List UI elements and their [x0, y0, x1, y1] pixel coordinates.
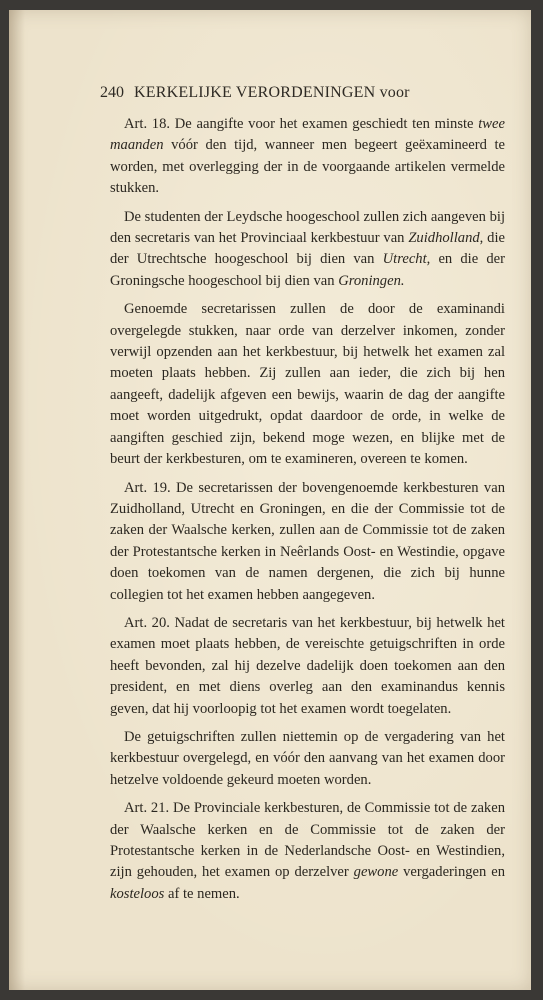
text-run: Genoemde secretarissen zullen de door de examinandi overgelegde stukken, naar orde van derzelver inkomen, zonder verwijl opzenden aan het kerkbestuur, bij hetwelk het examen zal moeten plaats hebben. Zij zullen aan ieder, die zich bij hen aangeeft, dadelijk afgeven een bewijs, waarin de dag der aangifte moet worden uitgedrukt, opdat daardoor de orde, in welke de aangiften geschied zijn, bekend moge wezen, en blijke met de beurt der kerkbesturen, om te examineren, overeen te komen. [110, 301, 505, 468]
paragraph [110, 207, 505, 293]
paragraph [110, 299, 505, 470]
text-run: vergaderingen en [398, 864, 505, 881]
article-text [110, 114, 505, 912]
text-run: Art. 18. De aangifte voor het examen geschiedt ten minste [124, 116, 479, 132]
paragraph [110, 114, 505, 200]
italic-run: Utrecht [382, 251, 427, 268]
paragraph [110, 727, 505, 791]
running-title: KERKELIJKE VERORDENINGEN voor [134, 84, 410, 101]
paragraph [110, 798, 505, 905]
page-number: 240 [100, 84, 124, 101]
page-gutter-shadow [9, 10, 25, 990]
italic-run: twee maanden [110, 116, 505, 154]
paragraph [110, 478, 505, 606]
italic-run: Groningen. [338, 272, 405, 289]
text-run: Art. 20. Nadat de secretaris van het kerkbestuur, bij hetwelk het examen moet plaats hebben, de vereischte getuigschriften in orde heeft bevonden, zal hij dezelve dadelijk doen toekomen aan den president, en met diens overleg aan den examinandus kennis geven, dat hij voorloopig tot het examen wordt toegelaten. [110, 614, 505, 717]
italic-run: kosteloos [110, 885, 165, 902]
text-run: vóór den tijd, wanneer men begeert geëxamineerd te worden, met overlegging der in de voorgaande artikelen vermelde stukken. [110, 137, 505, 197]
italic-run: gewone [353, 864, 399, 881]
paragraph [110, 613, 505, 720]
text-run: , en die der Groningsche hoogeschool bij dien van [110, 251, 505, 289]
page-header [100, 84, 500, 106]
text-run: af te nemen. [164, 885, 240, 902]
text-run: , die der Utrechtsche hoogeschool bij dien van [110, 230, 505, 268]
italic-run: Zuidholland [408, 230, 480, 247]
text-run: Art. 19. De secretarissen der bovengenoemde kerkbesturen van Zuidholland, Utrecht en Groningen, en die der Commissie tot de zaken der Waalsche kerken, zullen aan de Commissie tot de zaken der Protestantsche kerken in Neêrlands Oost- en Westindie, opgave doen toekomen van de namen dergenen, die zich bij hunne collegien tot het examen hebben aangegeven. [110, 479, 505, 603]
text-run: De getuigschriften zullen niettemin op de vergadering van het kerkbestuur overgelegd, en vóór den aanvang van het examen door hetzelve voldoende gekeurd moeten worden. [110, 728, 505, 788]
text-run: Art. 21. De Provinciale kerkbesturen, de Commissie tot de zaken der Waalsche kerken en de Commissie tot de zaken der Protestantsche kerken in de Nederlandsche Oost- en Westindien, zijn gehouden, het examen op derzelver [110, 800, 505, 881]
text-run: De studenten der Leydsche hoogeschool zullen zich aangeven bij den secretaris van het Provinciaal kerkbestuur van [110, 208, 505, 247]
